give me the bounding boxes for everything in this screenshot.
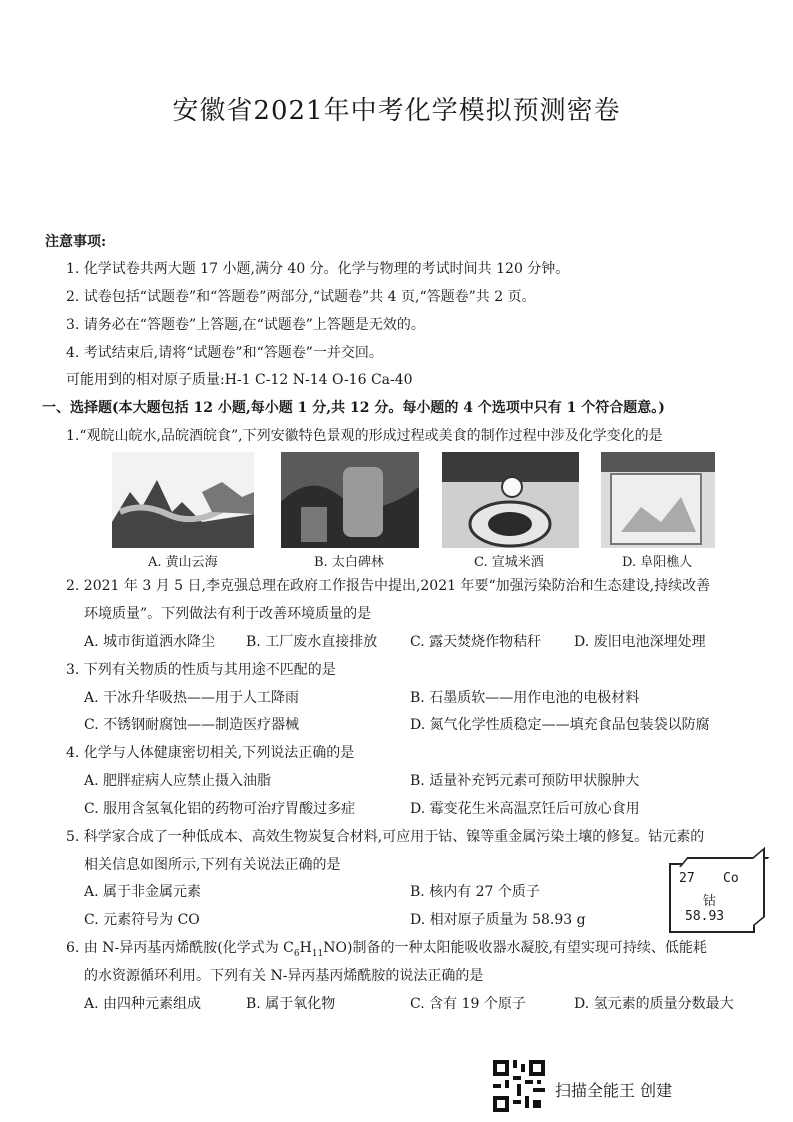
section-heading: 一、选择题(本大题包括 12 小题,每小题 1 分,共 12 分。每小题的 4 个选项中只有 1 个符合题意。) (42, 400, 665, 416)
atomic-mass: 58.93 (685, 909, 725, 924)
question-stem: 5. 科学家合成了一种低成本、高效生物炭复合材料,可应用于钴、镍等重金属污染土壤的修复。钴元素的 (66, 829, 705, 845)
option-label: A. 由四种元素组成 (84, 996, 202, 1012)
question-stem: 2. 2021 年 3 月 5 日,李克强总理在政府工作报告中提出,2021 年要“加强污染防治和生态建设,持续改善 (66, 578, 711, 594)
atomic-number: 27 (679, 871, 695, 886)
element-name: 钴 (703, 894, 717, 909)
option-label: D. 阜阳樵人 (622, 555, 693, 570)
option-label: B. 太白碑林 (314, 555, 384, 570)
option-label: B. 核内有 27 个质子 (410, 884, 540, 900)
notes-heading: 注意事项: (45, 234, 107, 250)
option-label: B. 适量补充钙元素可预防甲状腺肿大 (410, 773, 640, 789)
question-stem: 环境质量”。下列做法有利于改善环境质量的是 (84, 606, 372, 622)
option-label: B. 石墨质软——用作电池的电极材料 (410, 690, 640, 706)
option-label: A. 肥胖症病人应禁止摄入油脂 (84, 773, 272, 789)
note-item: 4. 考试结束后,请将“试题卷”和“答题卷”一并交回。 (66, 345, 383, 361)
photo-fuyang-figure (601, 452, 715, 548)
page-title: 安徽省2021年中考化学模拟预测密卷 (172, 96, 621, 126)
option-label: A. 属于非金属元素 (84, 884, 202, 900)
option-label: B. 属于氧化物 (246, 996, 336, 1012)
photo-xuancheng-wine (442, 452, 579, 548)
question-stem: 6. 由 N-异丙基丙烯酰胺(化学式为 $C_6H_{11}NO$)制备的一种太阳能吸收器水凝胶,有望实现可持续、低能耗 (66, 940, 707, 959)
photo-taibai-stele (281, 452, 419, 548)
option-label: A. 干冰升华吸热——用于人工降雨 (84, 690, 300, 706)
option-label: D. 氮气化学性质稳定——填充食品包装袋以防腐 (410, 717, 710, 733)
atomic-masses: 可能用到的相对原子质量:H-1 C-12 N-14 O-16 Ca-40 (66, 372, 413, 388)
option-label: D. 废旧电池深埋处理 (574, 634, 706, 650)
option-label: A. 黄山云海 (148, 555, 218, 570)
option-label: C. 含有 19 个原子 (410, 996, 526, 1012)
note-item: 3. 请务必在“答题卷”上答题,在“试题卷”上答题是无效的。 (66, 317, 425, 333)
option-label: C. 露天焚烧作物秸秆 (410, 634, 542, 650)
note-item: 1. 化学试卷共两大题 17 小题,满分 40 分。化学与物理的考试时间共 120 分钟。 (66, 261, 570, 277)
option-label: B. 工厂废水直接排放 (246, 634, 378, 650)
option-label: D. 相对原子质量为 58.93 g (410, 912, 586, 928)
scanner-label: 扫描全能王 创建 (555, 1081, 673, 1100)
question-stem: 4. 化学与人体健康密切相关,下列说法正确的是 (66, 745, 355, 761)
option-label: A. 城市街道洒水降尘 (84, 634, 216, 650)
question-stem: 1.“观皖山皖水,品皖酒皖食”,下列安徽特色景观的形成过程或美食的制作过程中涉及化学变化的是 (66, 428, 663, 444)
qr-code-icon (493, 1060, 545, 1112)
option-label: C. 宣城米酒 (474, 555, 544, 570)
question-stem: 的水资源循环利用。下列有关 N-异丙基丙烯酰胺的说法正确的是 (84, 968, 484, 984)
question-stem: 相关信息如图所示,下列有关说法正确的是 (84, 857, 341, 873)
option-label: C. 服用含氢氧化铝的药物可治疗胃酸过多症 (84, 801, 356, 817)
element-symbol: Co (723, 871, 739, 886)
photo-huangshan (112, 452, 254, 548)
question-stem: 3. 下列有关物质的性质与其用途不匹配的是 (66, 662, 336, 678)
cobalt-element-card (669, 863, 755, 933)
option-label: D. 氢元素的质量分数最大 (574, 996, 734, 1012)
option-label: C. 不锈钢耐腐蚀——制造医疗器械 (84, 717, 300, 733)
option-label: C. 元素符号为 CO (84, 912, 200, 928)
note-item: 2. 试卷包括“试题卷”和“答题卷”两部分,“试题卷”共 4 页,“答题卷”共 2 页。 (66, 289, 536, 305)
option-label: D. 霉变花生米高温烹饪后可放心食用 (410, 801, 640, 817)
